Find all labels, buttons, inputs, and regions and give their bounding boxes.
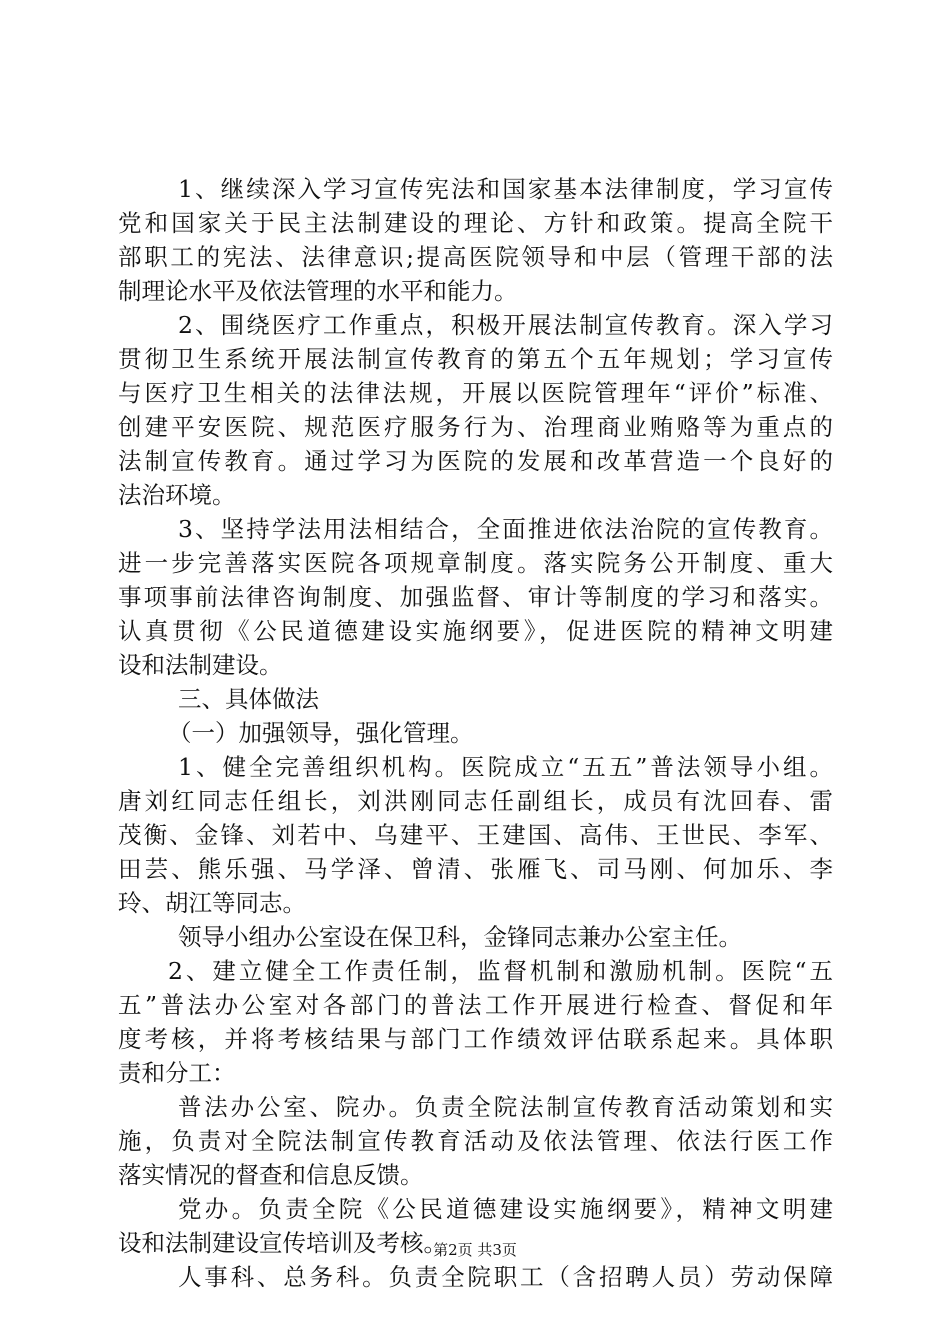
paragraph-line: 2、围绕医疗工作重点，积极开展法制宣传教育。深入学习 — [178, 311, 833, 339]
paragraph-line: 田芸、熊乐强、马学泽、曾清、张雁飞、司马刚、何加乐、李 — [118, 855, 833, 883]
paragraph-line: 设和法制建设。 — [118, 651, 283, 679]
paragraph-line: 贯彻卫生系统开展法制宣传教育的第五个五年规划；学习宣传 — [118, 345, 833, 373]
paragraph-line: 唐刘红同志任组长，刘洪刚同志任副组长，成员有沈回春、雷 — [118, 787, 833, 815]
paragraph-line: 认真贯彻《公民道德建设实施纲要》，促进医院的精神文明建 — [118, 617, 833, 645]
paragraph-line: 度考核，并将考核结果与部门工作绩效评估联系起来。具体职 — [118, 1025, 833, 1053]
paragraph-line: 进一步完善落实医院各项规章制度。落实院务公开制度、重大 — [118, 549, 833, 577]
paragraph-line: 3、坚持学法用法相结合，全面推进依法治院的宣传教育。 — [178, 515, 833, 543]
paragraph-line: 设和法制建设宣传培训及考核。 — [118, 1229, 447, 1257]
section-heading: 三、具体做法 — [178, 685, 319, 713]
paragraph-line: 人事科、总务科。负责全院职工（含招聘人员）劳动保障 — [178, 1263, 833, 1291]
paragraph-line: 创建平安医院、规范医疗服务行为、治理商业贿赂等为重点的 — [118, 413, 833, 441]
page-number-footer: 第2页 共3页 — [433, 1241, 517, 1259]
paragraph-line: 责和分工： — [118, 1059, 236, 1087]
paragraph-line: 与医疗卫生相关的法律法规，开展以医院管理年“评价”标准、 — [118, 379, 833, 407]
paragraph-line: 法制宣传教育。通过学习为医院的发展和改革营造一个良好的 — [118, 447, 833, 475]
paragraph-line: 领导小组办公室设在保卫科，金锋同志兼办公室主任。 — [178, 923, 742, 951]
paragraph-line: 普法办公室、院办。负责全院法制宣传教育活动策划和实 — [178, 1093, 833, 1121]
paragraph-line: 1、健全完善组织机构。医院成立“五五”普法领导小组。 — [178, 753, 833, 781]
paragraph-line: 事项事前法律咨询制度、加强监督、审计等制度的学习和落实。 — [118, 583, 833, 611]
paragraph-line: 玲、胡江等同志。 — [118, 889, 306, 917]
paragraph-line: 制理论水平及依法管理的水平和能力。 — [118, 277, 518, 305]
paragraph-line: 党和国家关于民主法制建设的理论、方针和政策。提高全院干 — [118, 209, 833, 237]
paragraph-line: 2、建立健全工作责任制，监督机制和激励机制。医院“五 — [168, 957, 833, 985]
paragraph-line: 落实情况的督查和信息反馈。 — [118, 1161, 424, 1189]
paragraph-line: 法治环境。 — [118, 481, 236, 509]
paragraph-line: 茂衡、金锋、刘若中、乌建平、王建国、高伟、王世民、李军、 — [118, 821, 833, 849]
paragraph-line: 施，负责对全院法制宣传教育活动及依法管理、依法行医工作 — [118, 1127, 833, 1155]
paragraph-line: 五”普法办公室对各部门的普法工作开展进行检查、督促和年 — [118, 991, 833, 1019]
document-body — [118, 172, 833, 1294]
paragraph-line: 1、继续深入学习宣传宪法和国家基本法律制度，学习宣传 — [178, 175, 833, 203]
paragraph-line: 部职工的宪法、法律意识;提高医院领导和中层（管理干部的法 — [118, 243, 833, 271]
paragraph-line: 党办。负责全院《公民道德建设实施纲要》，精神文明建 — [178, 1195, 833, 1223]
subsection-heading: （一）加强领导，强化管理。 — [168, 719, 474, 747]
